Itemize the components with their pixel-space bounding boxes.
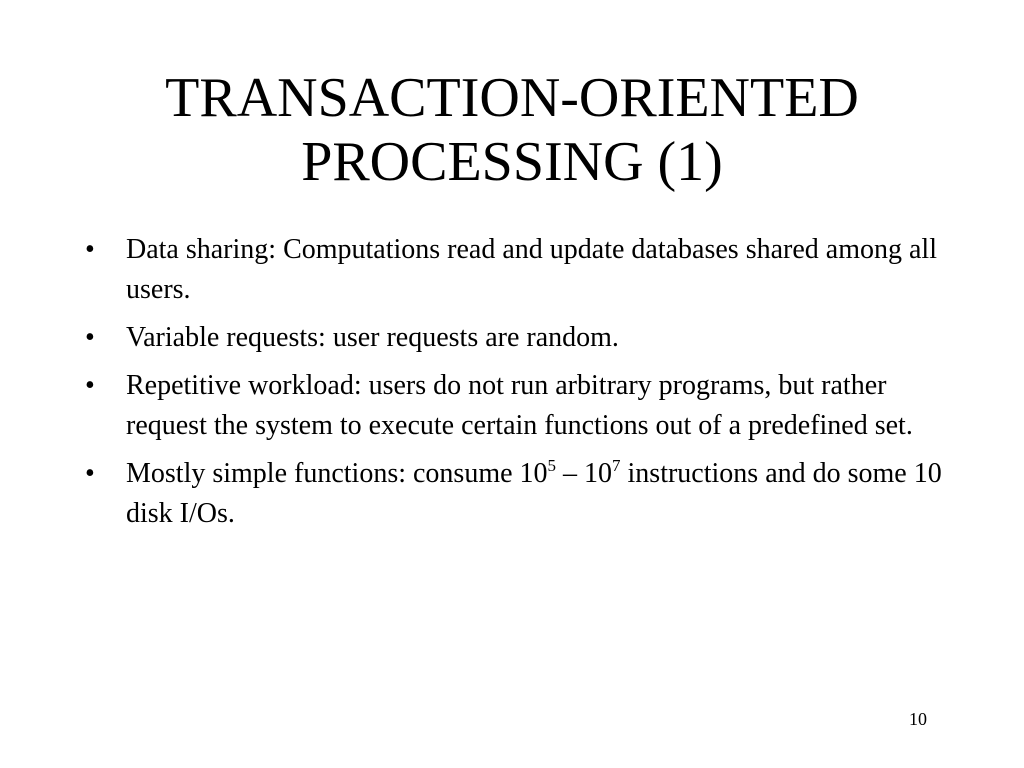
title-line-1: TRANSACTION-ORIENTED bbox=[165, 67, 859, 129]
bullet-marker: • bbox=[85, 322, 95, 353]
exponent-7: 7 bbox=[612, 456, 621, 475]
bullet-marker: • bbox=[85, 234, 95, 265]
title-line-2: PROCESSING (1) bbox=[301, 131, 723, 193]
bullet-text-start: Mostly simple functions: consume 10 bbox=[126, 458, 548, 489]
bullet-text: Repetitive workload: users do not run arbitrary programs, but rather request the system to execute certain functions out of a predefined set. bbox=[126, 370, 913, 441]
slide-title bbox=[60, 66, 964, 194]
bullet-text-middle: – 10 bbox=[556, 458, 613, 489]
bullet-text bbox=[126, 458, 942, 529]
exponent-5: 5 bbox=[547, 456, 557, 475]
bullet-item-repetitive-workload bbox=[85, 366, 945, 446]
bullet-text-end: instructions and do some 10 disk I/Os. bbox=[126, 458, 942, 529]
bullet-item-variable-requests bbox=[85, 318, 945, 358]
bullet-item-simple-functions bbox=[85, 454, 945, 534]
bullet-marker: • bbox=[85, 370, 95, 401]
bullet-list bbox=[85, 230, 945, 542]
bullet-item-data-sharing bbox=[85, 230, 945, 310]
bullet-marker: • bbox=[85, 458, 95, 489]
page-number: 10 bbox=[909, 709, 927, 729]
bullet-text: Data sharing: Computations read and update databases shared among all users. bbox=[126, 234, 937, 305]
bullet-text: Variable requests: user requests are random. bbox=[126, 322, 619, 353]
